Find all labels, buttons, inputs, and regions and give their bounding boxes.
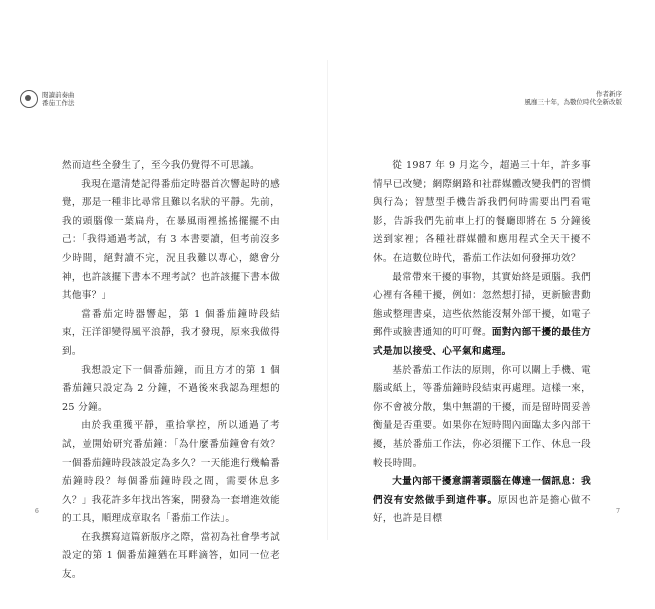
header-line-1: 作者新序: [596, 90, 622, 98]
page-number-left: 6: [35, 508, 39, 515]
left-page-body: [62, 157, 280, 585]
paragraph: 當番茄定時器響起，第 1 個番茄鐘時段結束，汪洋卻變得風平浪靜，我才發現，原來我做得到。: [62, 308, 280, 357]
header-line-2: 風靡三十年，為數位時代全新改版: [524, 98, 622, 106]
running-header-left: [20, 90, 75, 108]
paragraph: 我想設定下一個番茄鐘，而且方才的第 1 個番茄鐘只設定為 2 分鐘，不過後來我認為理想的 25 分鐘。: [62, 364, 280, 413]
paragraph-text: 最常帶來干擾的事物，其實始終是頭腦。我們心裡有各種干擾，例如：忽然想打掃，更新臉書動態或整理書桌，這些依然能沒幫外部干擾，如電子郵件或臉書通知的叮叮聲。: [373, 271, 591, 339]
bold-emphasis: 面對內部干擾的最佳方式是加以接受、心平氣和處理。: [373, 327, 591, 357]
paragraph: 從 1987 年 9 月迄今，超過三十年，許多事情早已改變；網際網路和社群媒體改變我們的習慣與行為；智慧型手機告訴我們何時需要出門看電影，告訴我們先前車上打的餐廳即將在 5 分鐘後送到家裡；各種社群媒體和應用程式全天干擾不休。在這數位時代，番茄工作法如何發揮功效？: [373, 160, 591, 264]
running-header-right: [525, 90, 623, 106]
paragraph-text: 原因也許是擔心做不好，也許是目標: [373, 494, 591, 525]
right-page-body: [373, 157, 591, 529]
paragraph: 在我撰寫這篇新版序之際，當初為社會學考試設定的第 1 個番茄鐘猶在耳畔滴答，如同一位老友。: [62, 531, 280, 581]
bold-emphasis: 大量內部干擾意謂著頭腦在傳達一個訊息：: [392, 476, 582, 488]
paragraph: [373, 473, 591, 529]
bold-emphasis: 我們沒有安然做手到這件事。: [373, 476, 591, 506]
page-number-right: 7: [616, 508, 620, 515]
paragraph: 然而這些全發生了，至今我仍覺得不可思議。: [62, 160, 260, 171]
paragraph: 我現在還清楚記得番茄定時器首次響起時的感覺，那是一種非比尋常且難以名狀的平靜。先前，我的頭腦像一葉扁舟，在暴風雨裡搖搖擺擺不由己：「我得通過考試，有 3 本書要讀，但考前沒多少時間，絕對讀不完，況且我難以專心，總會分神，也許該擺下書本不理考試？也許該擺下書本做其他事？」: [62, 178, 280, 302]
header-line-1: 閱讀前奏曲: [42, 91, 75, 99]
header-line-2: 番茄工作法: [42, 99, 75, 107]
right-page: [328, 0, 655, 609]
left-page: [0, 0, 327, 609]
paragraph: 基於番茄工作法的原則，你可以關上手機、電腦或紙上，等番茄鐘時段結束再處理。這樣一來，你不會被分散，集中無謂的干擾，而是留時間妥善衡量是否重要。如果你在短時間內面臨太多內部干擾，基於番茄工作法，你必須擺下工作、休息一段較長時間。: [373, 364, 591, 469]
paragraph: 由於我重獲平靜，重拾掌控，所以通過了考試，並開始研究番茄鐘：「為什麼番茄鐘會有效？一個番茄鐘時段該設定為多久？一天能進行幾輪番茄鐘時段？每個番茄鐘時段之間，需要休息多久？」我花許多年找出答案，開發為一套增進效能的工具，順理成章取名「番茄工作法」。: [62, 420, 280, 525]
publisher-logo-icon: [20, 90, 38, 108]
paragraph: [373, 269, 591, 362]
